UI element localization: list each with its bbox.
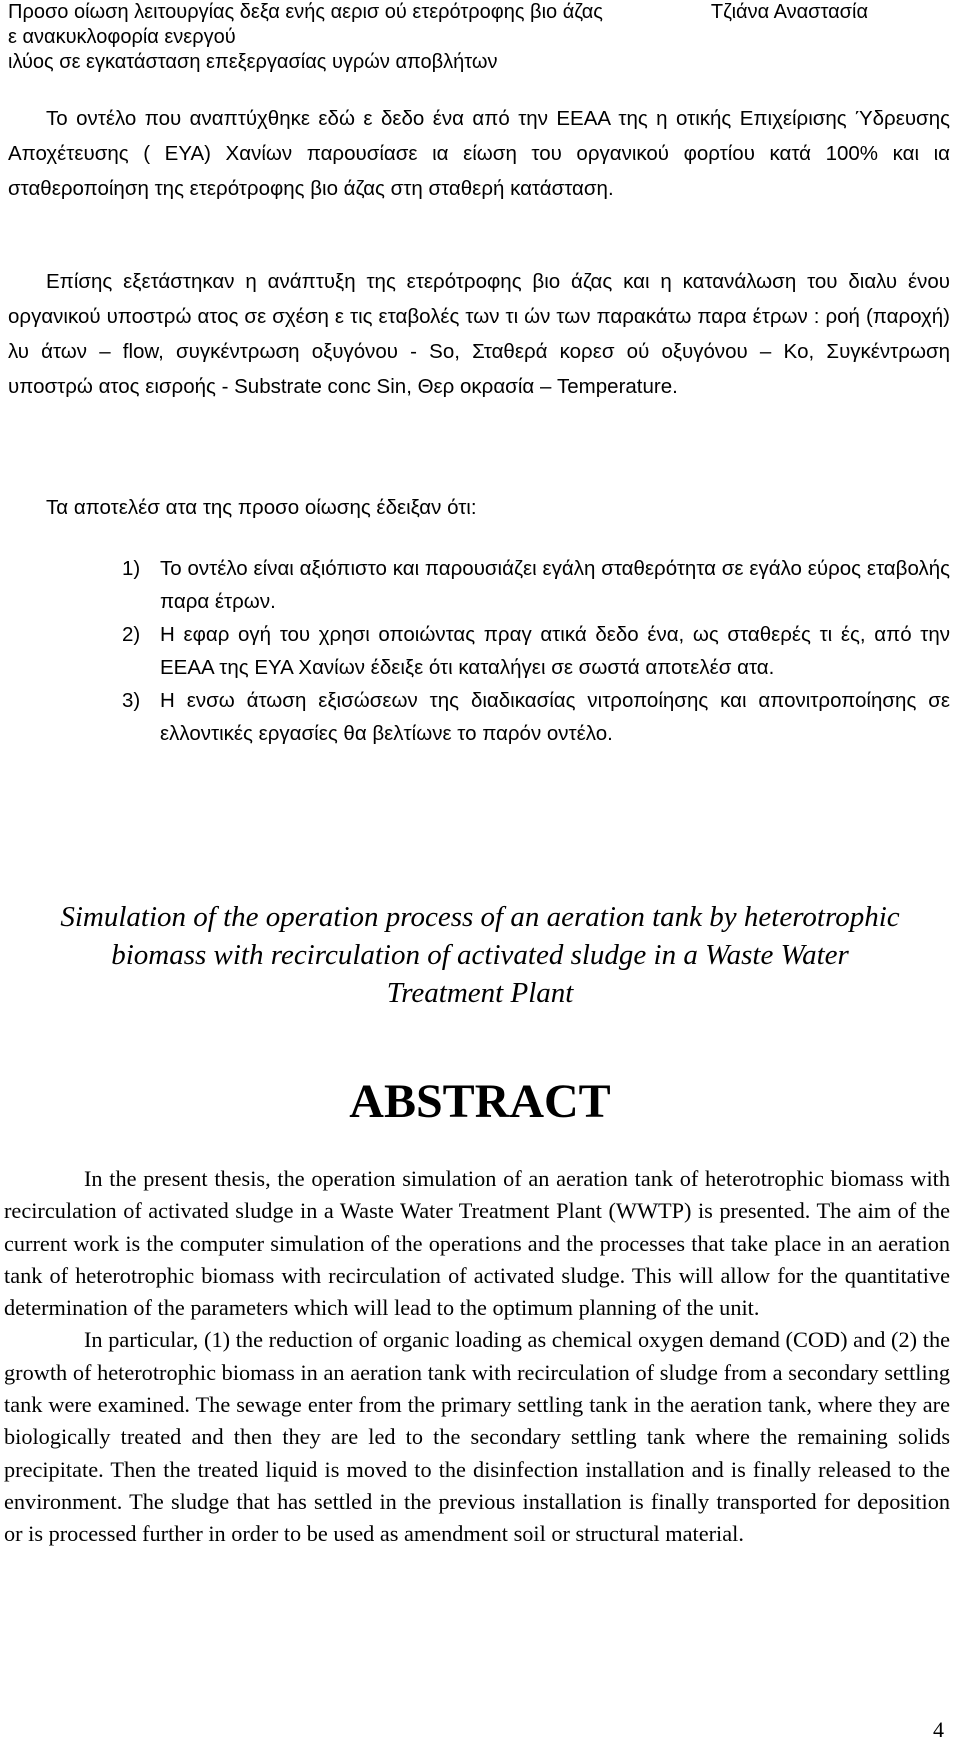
english-title-line-1: Simulation of the operation process of an aeration tank by heterotrophic [60, 901, 900, 933]
english-title [0, 898, 960, 1012]
results-item-number: 1) [122, 557, 141, 580]
results-item-number: 2) [122, 623, 141, 646]
results-intro-block [8, 490, 950, 525]
abstract-paragraph-1: In the present thesis, the operation simulation of an aeration tank of heterotrophic biomass with recirculation of activated sludge in a Waste Water Treatment Plant (WWTP) is presented. The aim of the current work is the computer simulation of the operations and the processes that take place in an aeration tank of heterotrophic biomass with recirculation of activated sludge. This will allow for the quantitative determination of the parameters which will lead to the optimum planning of the unit. [4, 1166, 950, 1321]
results-list [122, 552, 950, 750]
abstract-body [4, 1163, 950, 1551]
greek-summary-block-1 [8, 101, 950, 206]
greek-paragraph-2: Επίσης εξετάστηκαν η ανάπτυξη της ετερότροφης βιο άζας και η κατανάλωση του διαλυ ένου οργανικού υποστρώ ατος σε σχέση ε τις εταβολές των τι ών των παρακάτω παρα έτρων : ροή (παροχή) λυ άτων – flow, συγκέντρωση οξυγόνου - So, Σταθερά κορεσ ού οξυγόνου – Ko, Συγκέντρωση υποστρώ ατος εισροής - Substrate conc Sin, Θερ οκρασία – Temperature. [8, 270, 950, 398]
results-list-item [122, 684, 950, 750]
abstract-paragraph-2: In particular, (1) the reduction of organic loading as chemical oxygen demand (COD) and (2) the growth of heterotrophic biomass in an aeration tank with recirculation of sludge from a secondary settling tank were examined. The sewage enter from the primary settling tank in the aeration tank, where they are biologically treated and then they are led to the secondary settling tank where the remaining solids precipitate. Then the treated liquid is moved to the disinfection installation and is finally released to the environment. The sludge that has settled in the previous installation is finally transported for deposition or is processed further in order to be used as amendment soil or structural material. [4, 1327, 950, 1547]
english-title-line-3: Treatment Plant [386, 977, 574, 1009]
abstract-heading: ABSTRACT [349, 1075, 611, 1128]
greek-paragraph-1: Το οντέλο που αναπτύχθηκε εδώ ε δεδο ένα από την ΕΕΑΑ της η οτικής Επιχείρισης Ύδρευσης Αποχέτευσης ( ΕΥΑ) Χανίων παρουσίασε ια είωση του οργανικού φορτίου κατά 100% και ια σταθεροποίηση της ετερότροφης βιο άζας στη σταθερή κατάσταση. [8, 107, 950, 200]
header-title-line-1: Προσο οίωση λειτουργίας δεξα ενής αερισ ού ετερότροφης βιο άζας [8, 1, 603, 23]
page-number: 4 [933, 1717, 944, 1742]
results-intro: Τα αποτελέσ ατα της προσο οίωσης έδειξαν ότι: [46, 496, 477, 519]
english-title-line-2: biomass with recirculation of activated sludge in a Waste Water [111, 939, 849, 971]
results-item-text: Το οντέλο είναι αξιόπιστο και παρουσιάζει εγάλη σταθερότητα σε εγάλο εύρος εταβολής παρα έτρων. [160, 557, 950, 613]
header-title-line-3: ιλύος σε εγκατάσταση επεξεργασίας υγρών αποβλήτων [8, 51, 498, 73]
header-author: Τζιάνα Αναστασία [710, 1, 868, 23]
results-list-item [122, 618, 950, 684]
results-item-number: 3) [122, 689, 141, 712]
header-title-line-2: ε ανακυκλοφορία ενεργού [8, 26, 236, 48]
results-item-text: Η εφαρ ογή του χρησι οποιώντας πραγ ατικά δεδο ένα, ως σταθερές τι ές, από την ΕΕΑΑ της ΕΥΑ Χανίων έδειξε ότι καταλήγει σε σωστά αποτελέσ ατα. [160, 623, 950, 679]
results-list-item [122, 552, 950, 618]
greek-summary-block-2 [8, 264, 950, 404]
results-item-text: Η ενσω άτωση εξισώσεων της διαδικασίας νιτροποίησης και απονιτροποίησης σε ελλοντικές εργασίες θα βελτίωνε το παρόν οντέλο. [160, 689, 950, 745]
